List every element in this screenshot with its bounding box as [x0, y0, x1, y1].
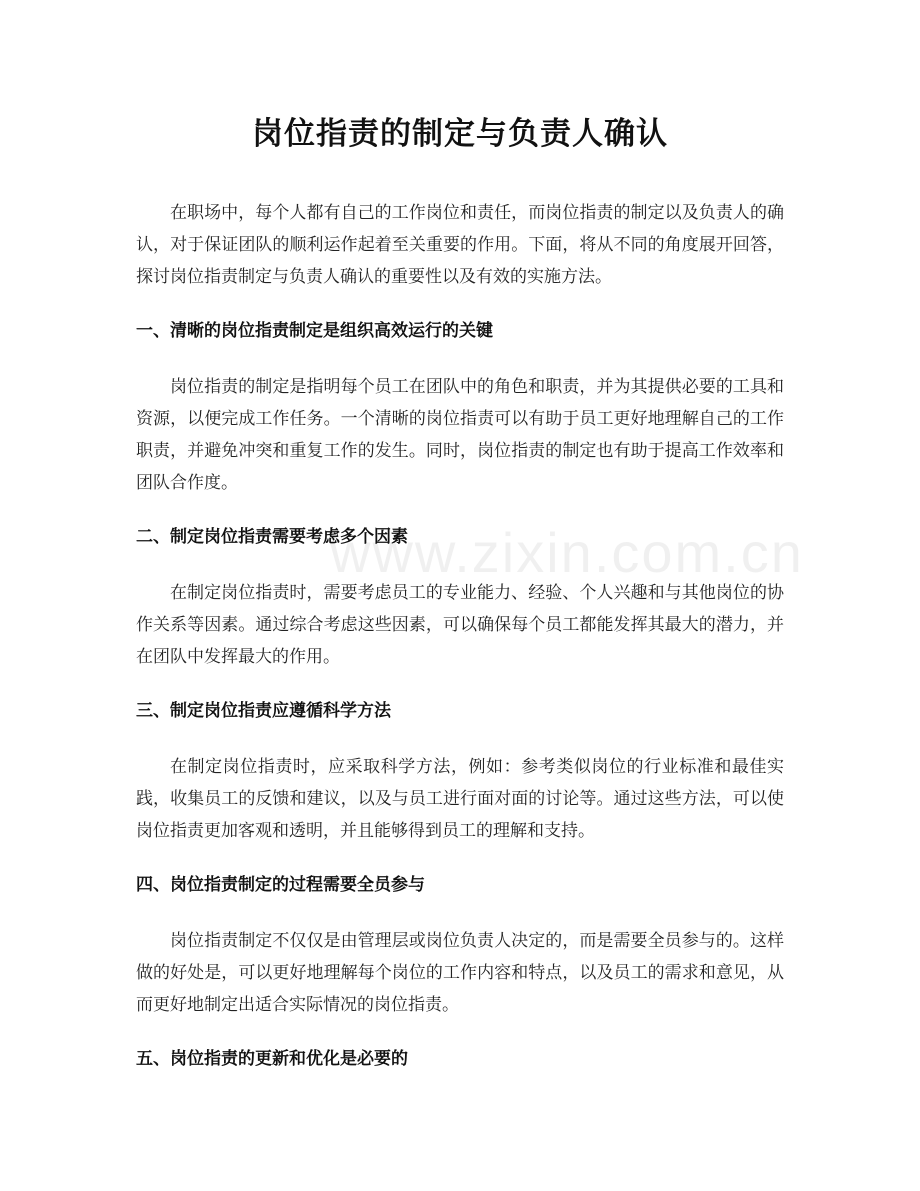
section-heading-1: 一、清晰的岗位指责制定是组织高效运行的关键 — [136, 321, 493, 341]
section-heading-3: 三、制定岗位指责应遵循科学方法 — [136, 701, 391, 721]
section-heading-5: 五、岗位指责的更新和优化是必要的 — [136, 1049, 408, 1069]
page-title: 岗位指责的制定与负责人确认 — [252, 116, 668, 152]
section-heading-4: 四、岗位指责制定的过程需要全员参与 — [136, 875, 425, 895]
section-heading-2: 二、制定岗位指责需要考虑多个因素 — [136, 527, 408, 547]
watermark: www.zixin.com.cn — [330, 521, 804, 584]
section-body-3: 在制定岗位指责时，应采取科学方法，例如：参考类似岗位的行业标准和最佳实践，收集员工的反馈和建议，以及与员工进行面对面的讨论等。通过这些方法，可以使岗位指责更加客观和透明，并且能够得到员工的理解和支持。 — [136, 757, 784, 841]
section-body-2: 在制定岗位指责时，需要考虑员工的专业能力、经验、个人兴趣和与其他岗位的协作关系等因素。通过综合考虑这些因素，可以确保每个员工都能发挥其最大的潜力，并在团队中发挥最大的作用。 — [136, 583, 784, 667]
intro-paragraph: 在职场中，每个人都有自己的工作岗位和责任，而岗位指责的制定以及负责人的确认，对于保证团队的顺利运作起着至关重要的作用。下面，将从不同的角度展开回答，探讨岗位指责制定与负责人确认的重要性以及有效的实施方法。 — [136, 203, 784, 287]
section-body-4: 岗位指责制定不仅仅是由管理层或岗位负责人决定的，而是需要全员参与的。这样做的好处是，可以更好地理解每个岗位的工作内容和特点，以及员工的需求和意见，从而更好地制定出适合实际情况的岗位指责。 — [136, 931, 784, 1015]
section-body-1: 岗位指责的制定是指明每个员工在团队中的角色和职责，并为其提供必要的工具和资源，以便完成工作任务。一个清晰的岗位指责可以有助于员工更好地理解自己的工作职责，并避免冲突和重复工作的发生。同时，岗位指责的制定也有助于提高工作效率和团队合作度。 — [136, 377, 784, 493]
